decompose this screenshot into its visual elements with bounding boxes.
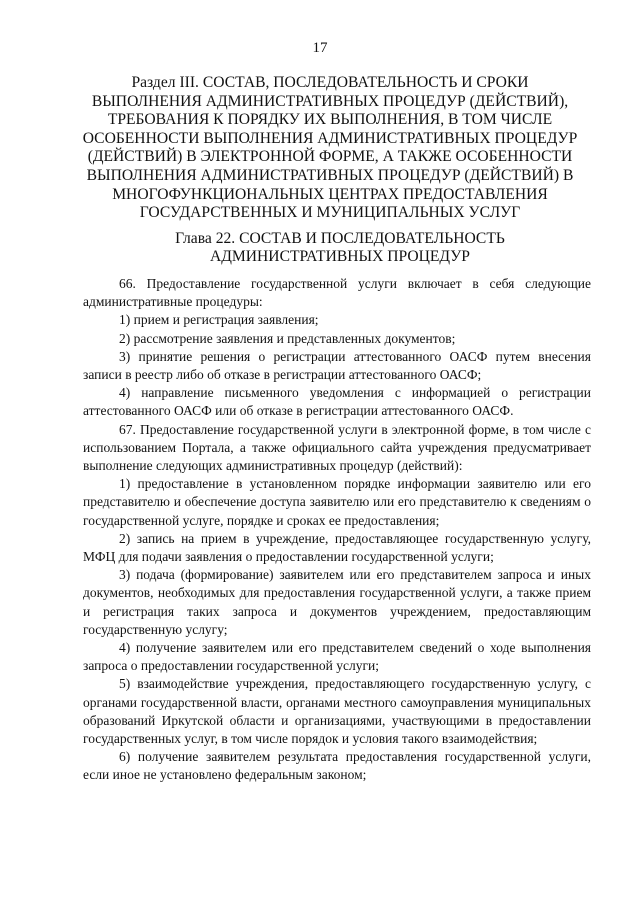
section-title-line: ВЫПОЛНЕНИЯ АДМИНИСТРАТИВНЫХ ПРОЦЕДУР (ДЕЙСТВИЙ), [91, 92, 569, 110]
paragraph: 67. Предоставление государственной услуги в электронной форме, в том числе с использованием Портала, а также официального сайта учреждения предусматривает выполнение следующих административных процедур (действий): [83, 421, 591, 474]
section-title-line: ОСОБЕННОСТИ ВЫПОЛНЕНИЯ АДМИНИСТРАТИВНЫХ ПРОЦЕДУР [82, 129, 578, 147]
section-title [80, 74, 580, 223]
chapter-title [120, 230, 560, 267]
page-number: 17 [312, 40, 328, 56]
section-title-line: (ДЕЙСТВИЙ) В ЭЛЕКТРОННОЙ ФОРМЕ, А ТАКЖЕ ОСОБЕННОСТИ [87, 148, 573, 166]
paragraph: 2) рассмотрение заявления и представленных документов; [119, 330, 456, 346]
paragraph: 6) получение заявителем результата предоставления государственной услуги, если иное не установлено федеральным законом; [83, 749, 591, 783]
paragraph: 5) взаимодействие учреждения, предоставляющего государственную услугу, с органами государственной власти, органами местного самоуправления муниципальных образований Иркутской области и организациями, участвующими в предоставлении государственных услуг, в том числе порядок и условия такого взаимодействия; [83, 676, 591, 747]
section-title-line: ТРЕБОВАНИЯ К ПОРЯДКУ ИХ ВЫПОЛНЕНИЯ, В ТОМ ЧИСЛЕ [107, 111, 553, 129]
document-body [83, 275, 591, 785]
paragraph: 1) предоставление в установленном порядке информации заявителю или его представителю и обеспечение доступа заявителю или его представителю к сведениям о государственной услуге, порядке и сроках ее предоставления; [83, 476, 591, 528]
chapter-title-line: Глава 22. СОСТАВ И ПОСЛЕДОВАТЕЛЬНОСТЬ [175, 230, 505, 247]
paragraph: 1) прием и регистрация заявления; [119, 312, 319, 328]
paragraph: 4) получение заявителем или его представителем сведений о ходе выполнения запроса о предоставлении государственной услуги; [83, 640, 591, 674]
section-title-line: МНОГОФУНКЦИОНАЛЬНЫХ ЦЕНТРАХ ПРЕДОСТАВЛЕНИЯ [112, 185, 548, 203]
paragraph: 4) направление письменного уведомления с информацией о регистрации аттестованного ОАСФ или об отказе в регистрации аттестованного ОАСФ. [83, 385, 591, 419]
chapter-title-line: АДМИНИСТРАТИВНЫХ ПРОЦЕДУР [210, 248, 470, 266]
section-title-line: Раздел III. СОСТАВ, ПОСЛЕДОВАТЕЛЬНОСТЬ И СРОКИ [131, 74, 529, 91]
section-title-line: ГОСУДАРСТВЕННЫХ И МУНИЦИПАЛЬНЫХ УСЛУГ [139, 204, 521, 222]
paragraph: 3) принятие решения о регистрации аттестованного ОАСФ путем внесения записи в реестр либо об отказе в регистрации аттестованного ОАСФ; [83, 348, 591, 383]
paragraph: 2) запись на прием в учреждение, предоставляющее государственную услугу, МФЦ для подачи заявления о предоставлении государственной услуги; [83, 530, 591, 565]
section-title-line: ВЫПОЛНЕНИЯ АДМИНИСТРАТИВНЫХ ПРОЦЕДУР (ДЕЙСТВИЙ) В [86, 166, 574, 184]
paragraph: 66. Предоставление государственной услуги включает в себя следующие административные процедуры: [83, 276, 591, 310]
paragraph: 3) подача (формирование) заявителем или его представителем запроса и иных документов, необходимых для предоставления государственной услуги, а также прием и регистрация таких запроса и документов учреждением, предоставляющим государственную услугу; [83, 567, 591, 637]
